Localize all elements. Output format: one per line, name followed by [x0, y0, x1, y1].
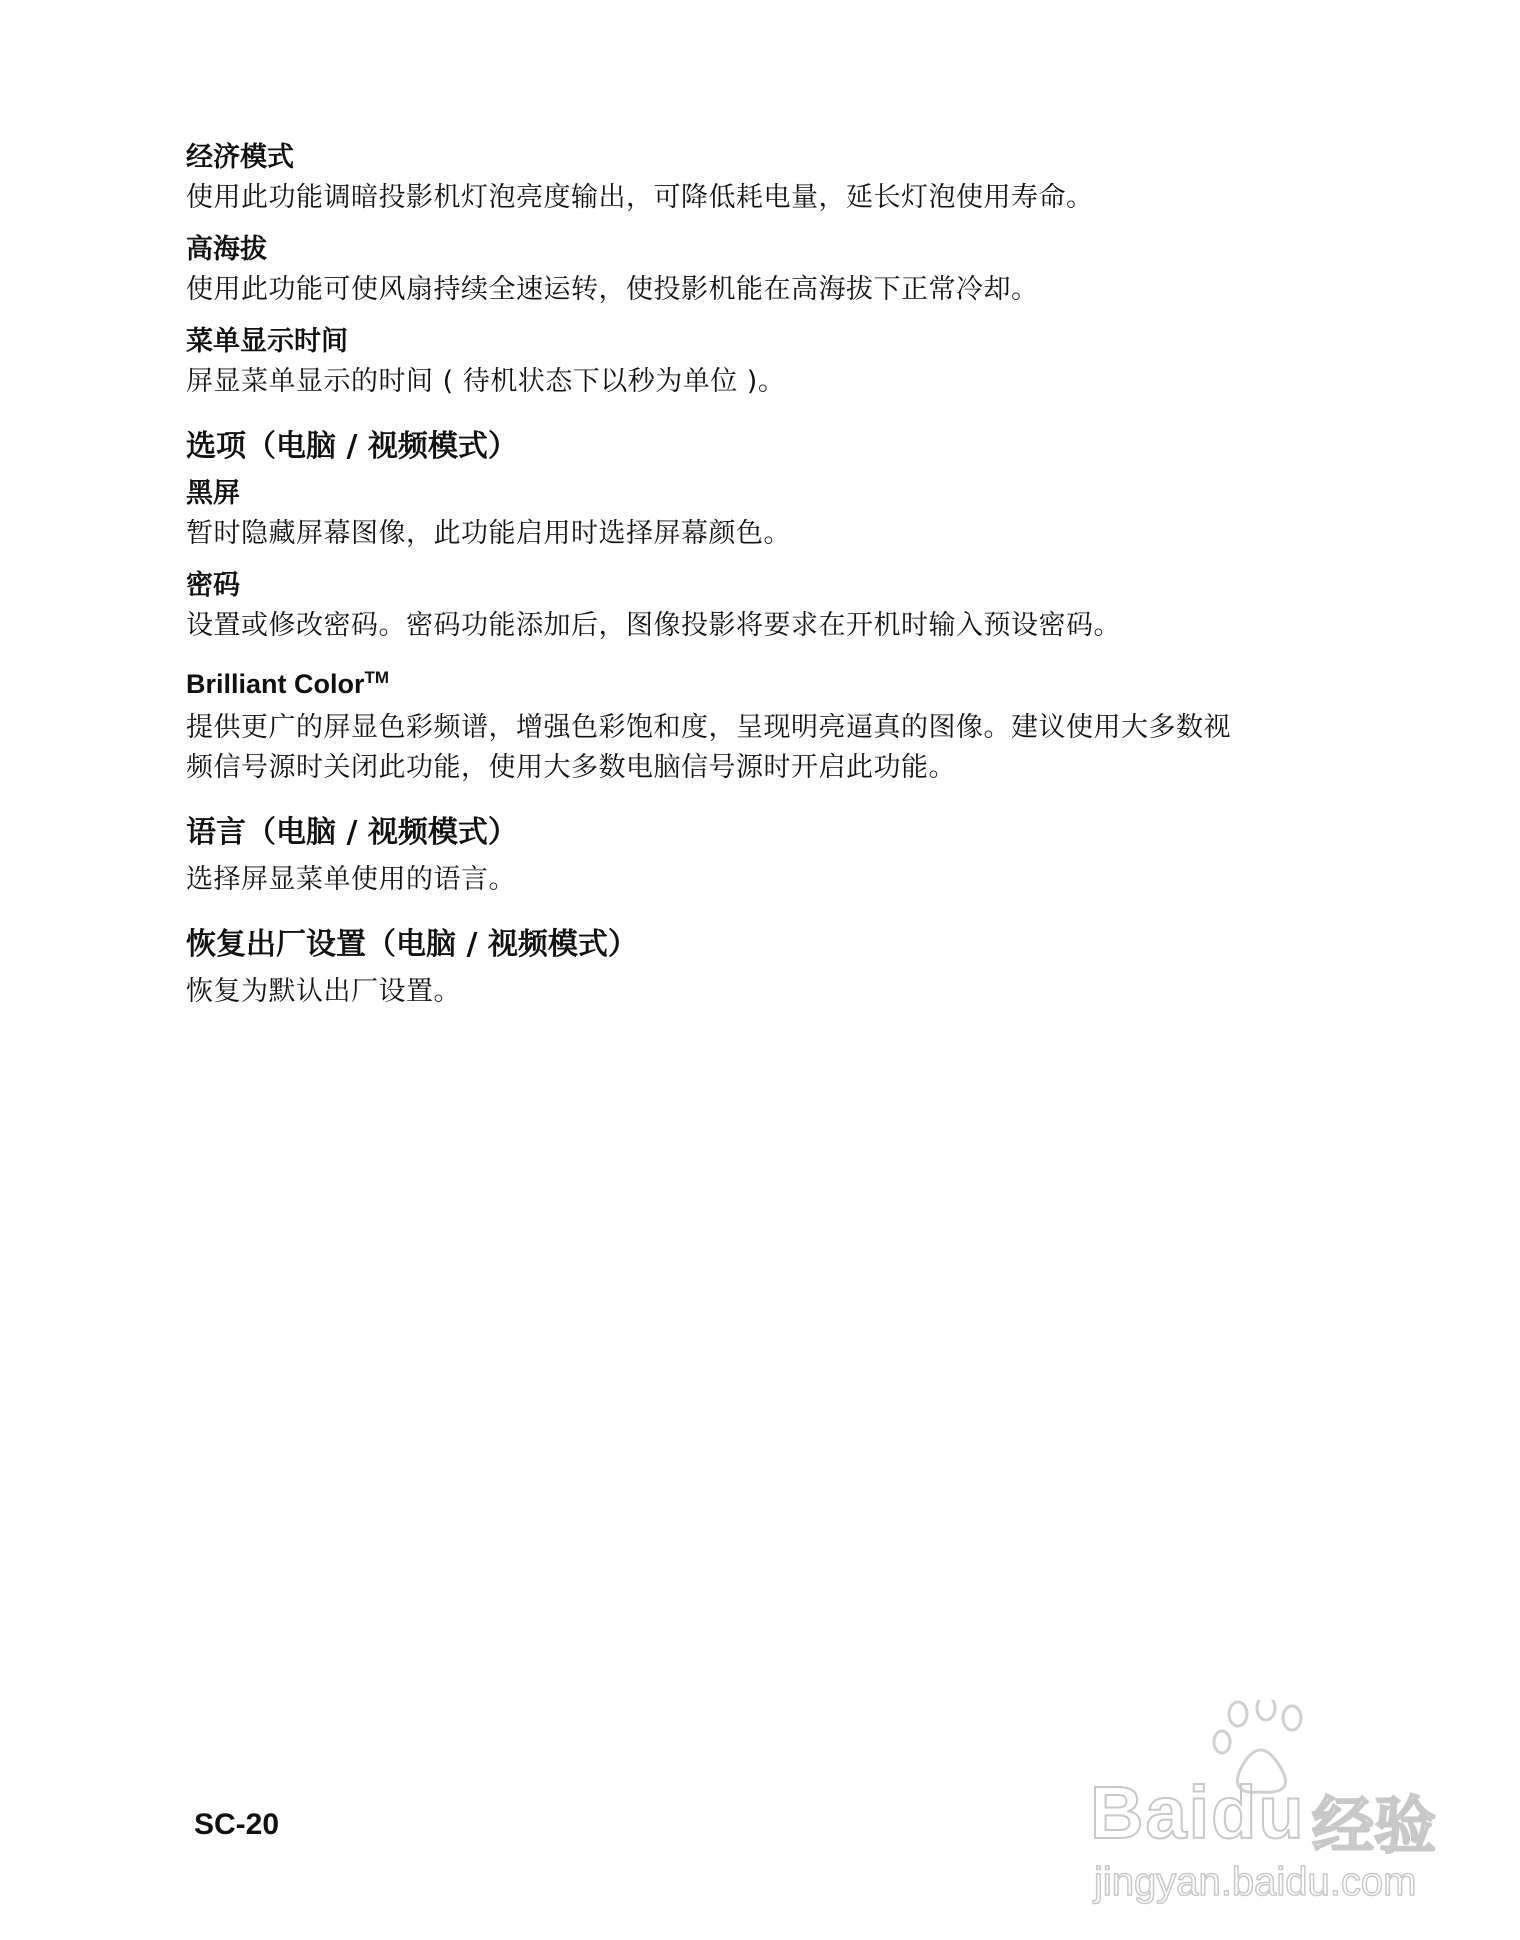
- brilliant-color-label: Brilliant Color: [186, 669, 365, 699]
- section-desc-reset: 恢复为默认出厂设置。: [186, 976, 461, 1007]
- item-title-menu-timeout: 菜单显示时间: [186, 326, 348, 357]
- item-title-password: 密码: [186, 570, 240, 601]
- baidu-jingyan-watermark: [1090, 1700, 1450, 1904]
- watermark-cn: 经验: [1312, 1789, 1437, 1862]
- section-title-reset: 恢复出厂设置（电脑 / 视频模式）: [186, 927, 638, 962]
- item-desc-economy: 使用此功能调暗投影机灯泡亮度输出，可降低耗电量，延长灯泡使用寿命。: [186, 182, 1094, 213]
- item-desc-password: 设置或修改密码。密码功能添加后，图像投影将要求在开机时输入预设密码。: [186, 610, 1121, 641]
- page-content: [186, 138, 1346, 1026]
- watermark-brand: Baidu: [1090, 1771, 1306, 1854]
- item-desc-blank-screen: 暂时隐藏屏幕图像，此功能启用时选择屏幕颜色。: [186, 518, 791, 549]
- section-title-options: 选项（电脑 / 视频模式）: [186, 429, 518, 464]
- watermark-url: jingyan.baidu.com: [1094, 1860, 1417, 1904]
- item-desc-brilliant-color-line1: 提供更广的屏显色彩频谱，增强色彩饱和度，呈现明亮逼真的图像。建议使用大多数视: [186, 712, 1231, 743]
- item-title-brilliant-color: [186, 658, 1346, 704]
- item-desc-menu-timeout: 屏显菜单显示的时间 ( 待机状态下以秒为单位 )。: [186, 366, 786, 397]
- item-desc-high-altitude: 使用此功能可使风扇持续全速运转，使投影机能在高海拔下正常冷却。: [186, 274, 1039, 305]
- item-title-high-altitude: 高海拔: [186, 234, 267, 265]
- item-title-blank-screen: 黑屏: [186, 478, 240, 509]
- page-number: SC-20: [194, 1808, 280, 1841]
- section-title-language: 语言（电脑 / 视频模式）: [186, 815, 518, 850]
- item-desc-brilliant-color-line2: 频信号源时关闭此功能，使用大多数电脑信号源时开启此功能。: [186, 752, 956, 783]
- trademark-mark: TM: [364, 668, 390, 687]
- section-desc-language: 选择屏显菜单使用的语言。: [186, 864, 516, 895]
- item-title-economy: 经济模式: [186, 142, 294, 173]
